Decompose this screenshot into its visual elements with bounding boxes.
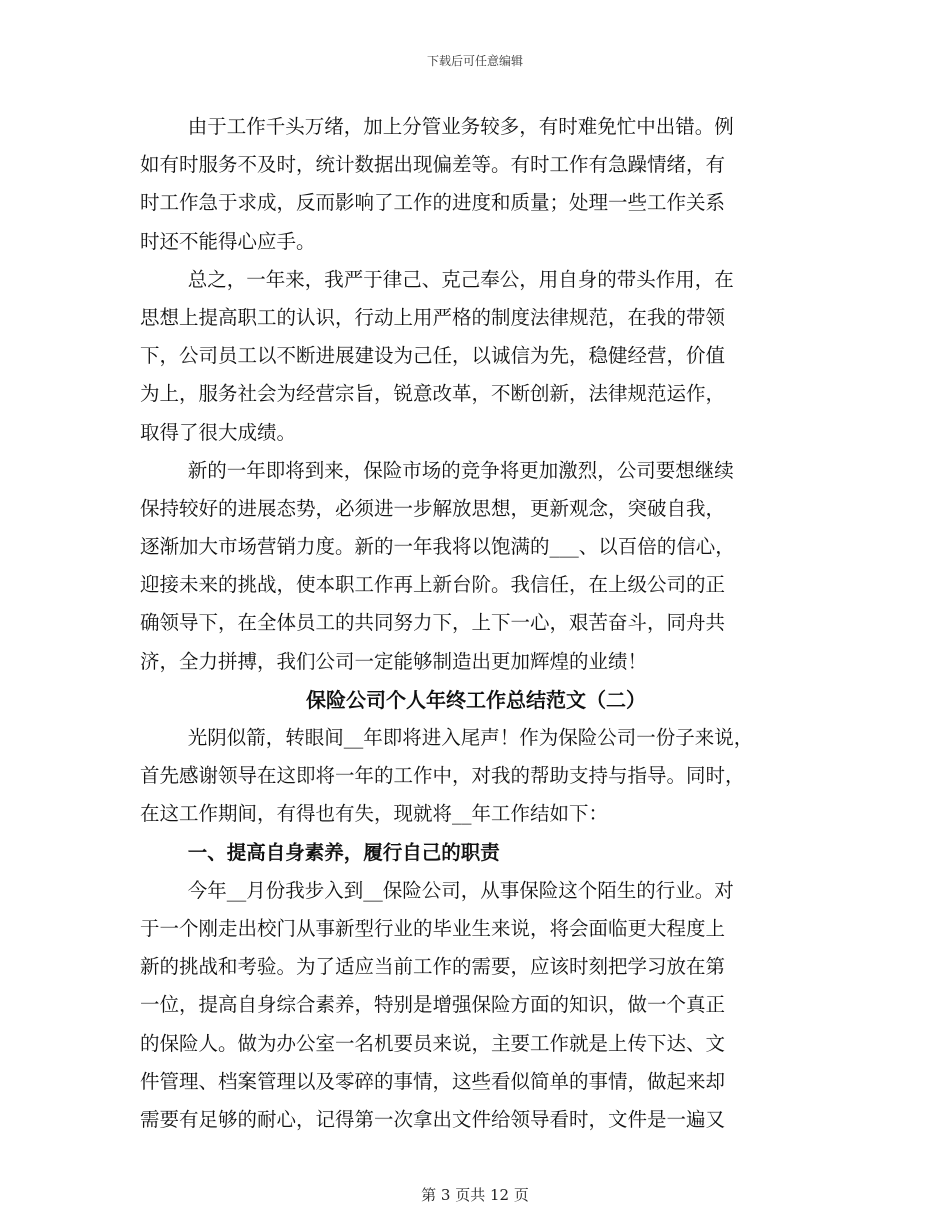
paragraph-line: 今年__月份我步入到__保险公司，从事保险这个陌生的行业。对	[187, 878, 734, 902]
paragraph-line: 一位，提高自身综合素养，特别是增强保险方面的知识，做一个真正	[140, 993, 726, 1017]
paragraph-line: 保持较好的进展态势，必须进一步解放思想，更新观念，突破自我，	[140, 496, 726, 520]
paragraph-line: 确领导下，在全体员工的共同努力下，上下一心，艰苦奋斗，同舟共	[140, 611, 726, 635]
paragraph-line: 取得了很大成绩。	[140, 420, 297, 444]
paragraph-line: 如有时服务不及时，统计数据出现偏差等。有时工作有急躁情绪，有	[140, 153, 726, 177]
page-header: 下载后可任意编辑	[426, 54, 523, 68]
paragraph-line: 光阴似箭，转眼间__年即将进入尾声！作为保险公司一份子来说，	[187, 726, 754, 749]
paragraph-line: 迎接未来的挑战，使本职工作再上新台阶。我信任，在上级公司的正	[140, 573, 726, 597]
paragraph-line: 新的挑战和考验。为了适应当前工作的需要，应该时刻把学习放在第	[140, 955, 726, 979]
section-title: 保险公司个人年终工作总结范文（二）	[306, 687, 646, 712]
paragraph-line: 下，公司员工以不断进展建设为己任，以诚信为先，稳健经营，价值	[140, 344, 726, 368]
paragraph-line: 由于工作千头万绪，加上分管业务较多，有时难免忙中出错。例	[187, 115, 734, 138]
paragraph-line: 的保险人。做为办公室一名机要员来说，主要工作就是上传下达、文	[140, 1031, 726, 1055]
paragraph-line: 为上，服务社会为经营宗旨，锐意改革，不断创新，法律规范运作，	[140, 382, 726, 406]
paragraph-line: 需要有足够的耐心，记得第一次拿出文件给领导看时，文件是一遍又	[140, 1107, 726, 1131]
document-body	[140, 108, 812, 1139]
paragraph-line: 新的一年即将到来，保险市场的竞争将更加激烈，公司要想继续	[187, 458, 734, 482]
paragraph-line: 时还不能得心应手。	[140, 229, 316, 253]
paragraph-line: 件管理、档案管理以及零碎的事情，这些看似简单的事情，做起来却	[140, 1069, 726, 1093]
paragraph-line: 逐渐加大市场营销力度。新的一年我将以饱满的___、以百倍的信心，	[140, 535, 735, 559]
paragraph-line: 济，全力拼搏，我们公司一定能够制造出更加辉煌的业绩！	[140, 649, 648, 673]
paragraph-line: 于一个刚走出校门从事新型行业的毕业生来说，将会面临更大程度上	[140, 916, 726, 940]
paragraph-line: 思想上提高职工的认识，行动上用严格的制度法律规范，在我的带领	[140, 305, 726, 329]
section-heading: 一、提高自身素养，履行自己的职责	[187, 840, 500, 864]
paragraph-line: 时工作急于求成，反而影响了工作的进度和质量；处理一些工作关系	[140, 191, 726, 215]
paragraph-line: 在这工作期间，有得也有失，现就将__年工作结如下：	[140, 802, 609, 826]
paragraph-line: 总之，一年来，我严于律己、克己奉公，用自身的带头作用，在	[187, 267, 734, 291]
page-footer: 第 3 页共 12 页	[421, 1186, 529, 1204]
paragraph-line: 首先感谢领导在这即将一年的工作中，对我的帮助支持与指导。同时，	[140, 764, 745, 788]
